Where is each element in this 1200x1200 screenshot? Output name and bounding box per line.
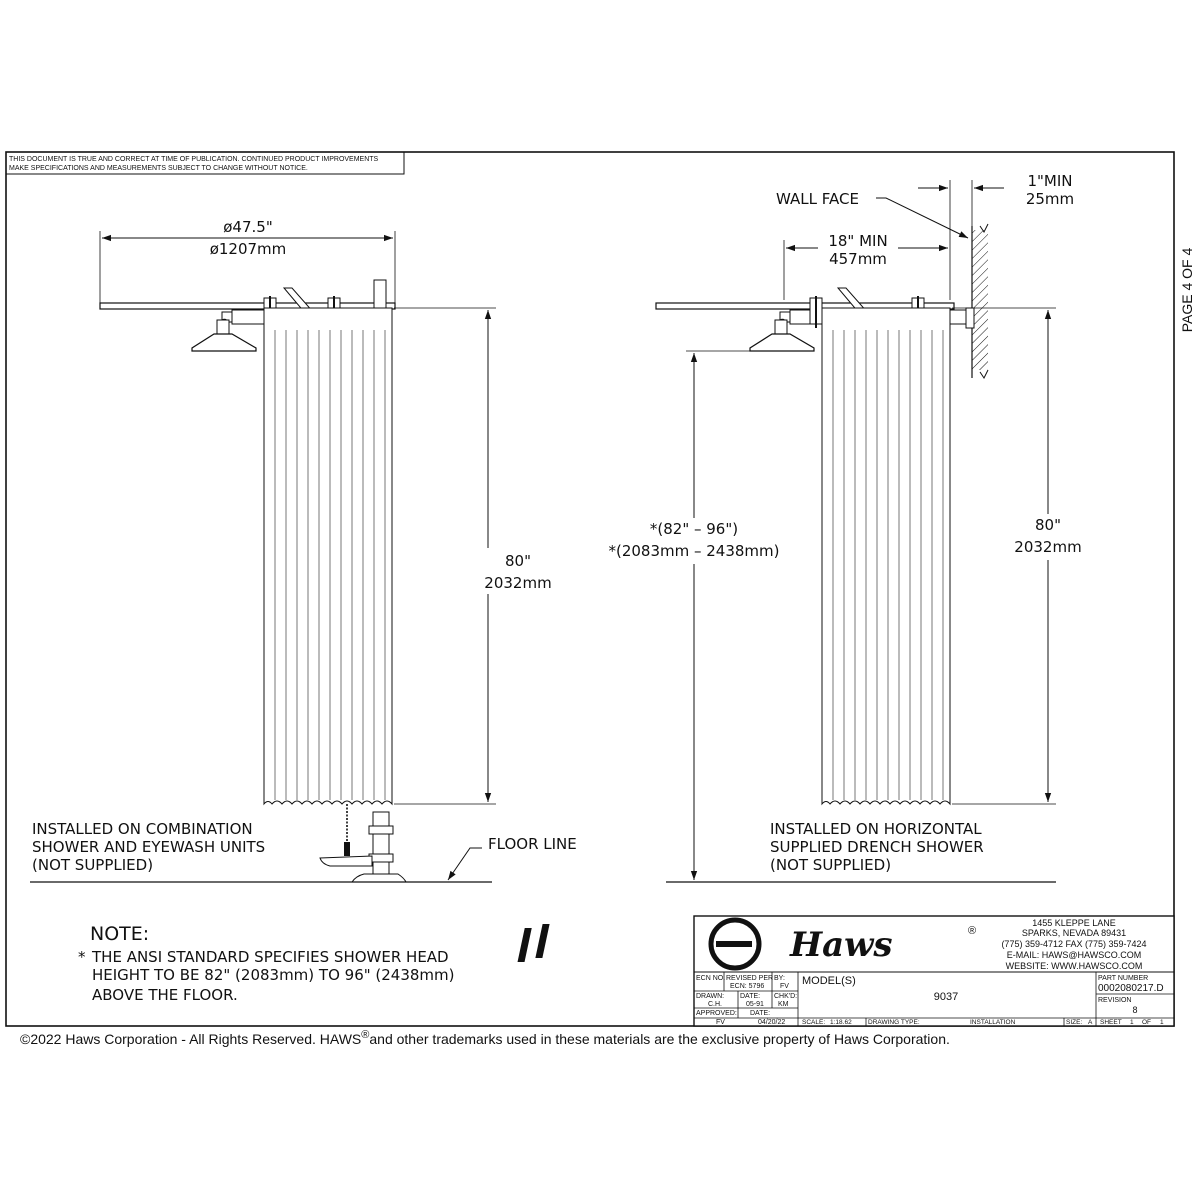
right-caption-line-3: (NOT SUPPLIED) — [770, 856, 892, 874]
size-value: A — [1088, 1019, 1093, 1026]
wall-hatch — [972, 230, 988, 370]
shower-head-neck — [217, 320, 229, 334]
left-caption-line-3: (NOT SUPPLIED) — [32, 856, 154, 874]
left-view — [30, 218, 577, 882]
approved-value: FV — [716, 1019, 725, 1026]
right-caption-line-2: SUPPLIED DRENCH SHOWER — [770, 838, 984, 856]
height-mm-label: 2032mm — [484, 574, 552, 592]
clearance-mm-label: 25mm — [1025, 190, 1075, 208]
note-line-1: THE ANSI STANDARD SPECIFIES SHOWER HEAD — [92, 948, 449, 966]
note-asterisk: * — [78, 948, 86, 966]
models-label: MODEL(S) — [802, 975, 856, 987]
drawing-type-label: DRAWING TYPE: — [868, 1019, 920, 1026]
right-caption-line-1: INSTALLED ON HORIZONTAL — [770, 820, 982, 838]
privacy-curtain — [264, 308, 392, 804]
right-view — [580, 172, 1098, 882]
pull-handle — [344, 842, 350, 856]
drawn-date: 05-91 — [746, 1001, 764, 1008]
sheet-label: SHEET — [1100, 1019, 1122, 1026]
offset-mm-label: 457mm — [829, 250, 887, 268]
pipe-fitting — [369, 826, 393, 834]
wall-break-bottom — [980, 370, 988, 378]
by-value: FV — [780, 983, 789, 990]
drawn-label: DRAWN: — [696, 993, 725, 1000]
eyewash-bowl — [320, 856, 372, 866]
of-value: 1 — [1160, 1019, 1164, 1026]
approved-label: APPROVED: — [696, 1010, 737, 1017]
size-label: SIZE: — [1066, 1019, 1083, 1026]
offset-inches-label: 18" MIN — [828, 232, 888, 250]
revision-label: REVISION — [1098, 997, 1132, 1004]
models-value: 9037 — [933, 991, 959, 1003]
by-label: BY: — [774, 975, 785, 982]
height-inches-label: 80" — [505, 552, 531, 570]
ecn-no-label: ECN NO. — [696, 975, 726, 982]
page-label: PAGE 4 OF 4 — [1179, 247, 1195, 333]
shower-head — [192, 334, 256, 351]
floor-flange — [352, 874, 406, 882]
address-line-2: SPARKS, NEVADA 89431 — [1021, 928, 1127, 938]
copyright-part-1: ©2022 Haws Corporation - All Rights Reserved. HAWS — [20, 1031, 362, 1047]
scale-label: SCALE: — [802, 1019, 826, 1026]
address-line-1: 1455 KLEPPE LANE — [1032, 918, 1116, 928]
disclaimer-line-2: MAKE SPECIFICATIONS AND MEASUREMENTS SUBJECT TO CHANGE WITHOUT NOTICE. — [9, 165, 308, 172]
address-line-5: WEBSITE: WWW.HAWSCO.COM — [1005, 961, 1143, 971]
clearance-inches-label: 1"MIN — [1027, 172, 1073, 190]
drawn-value: C.H. — [708, 1001, 722, 1008]
sheet-value: 1 — [1130, 1019, 1134, 1026]
head-range-inches-label: *(82" – 96") — [649, 520, 739, 538]
height-mm-label: 2032mm — [1014, 538, 1082, 556]
revised-per-label: REVISED PER — [726, 975, 774, 982]
address-line-3: (775) 359-4712 FAX (775) 359-7424 — [1001, 939, 1147, 949]
checked-label: CHK'D: — [774, 993, 798, 1000]
left-caption-line-1: INSTALLED ON COMBINATION — [32, 820, 253, 838]
drawing-type-value: INSTALLATION — [970, 1019, 1016, 1026]
privacy-curtain — [822, 308, 950, 804]
diameter-inches-label: ø47.5" — [223, 218, 273, 236]
brand-registered-mark: ® — [968, 925, 977, 937]
floor-line-label: FLOOR LINE — [488, 835, 577, 853]
head-range-mm-label: *(2083mm – 2438mm) — [608, 542, 780, 560]
disclaimer-line-1: THIS DOCUMENT IS TRUE AND CORRECT AT TIME OF PUBLICATION. CONTINUED PRODUCT IMPROVEMENTS — [9, 156, 379, 163]
note-block — [78, 923, 455, 1004]
eyewash-pipe — [373, 812, 389, 874]
revision-value: 8 — [1132, 1005, 1138, 1015]
scale-value: 1:18.62 — [830, 1019, 852, 1026]
copyright-part-2: and other trademarks used in these materials are the exclusive property of Haws Corporation. — [369, 1031, 950, 1047]
shower-head-neck — [775, 320, 787, 334]
of-label: OF — [1142, 1019, 1152, 1026]
title-block — [518, 916, 1174, 1026]
shower-head — [750, 334, 814, 351]
height-inches-label: 80" — [1035, 516, 1061, 534]
copyright-line — [20, 1029, 950, 1047]
left-caption-line-2: SHOWER AND EYEWASH UNITS — [32, 838, 266, 856]
disclaimer-box — [6, 152, 404, 174]
revised-per-value: ECN: 5796 — [730, 983, 765, 990]
part-number-value: 0002080217.D — [1098, 983, 1164, 994]
wall-face-label: WALL FACE — [776, 190, 859, 208]
floor-line-leader — [448, 848, 482, 880]
approved-date: 04/20/22 — [758, 1019, 786, 1026]
date-label: DATE: — [740, 993, 761, 1000]
brand-name: Haws — [790, 925, 893, 965]
diameter-mm-label: ø1207mm — [209, 240, 287, 258]
note-line-2: HEIGHT TO BE 82" (2083mm) TO 96" (2438mm) — [92, 966, 455, 984]
wall-flange — [966, 308, 974, 328]
part-number-label: PART NUMBER — [1098, 975, 1149, 982]
approved-date-label: DATE: — [750, 1010, 771, 1017]
note-heading: NOTE: — [90, 923, 150, 945]
address-line-4: E-MAIL: HAWS@HAWSCO.COM — [1006, 950, 1142, 960]
sheet-border — [6, 152, 1174, 1026]
note-line-3: ABOVE THE FLOOR. — [92, 986, 238, 1004]
pipe-fitting — [369, 854, 393, 862]
checked-value: KM — [778, 1001, 789, 1008]
copyright-registered-mark: ® — [361, 1029, 370, 1041]
